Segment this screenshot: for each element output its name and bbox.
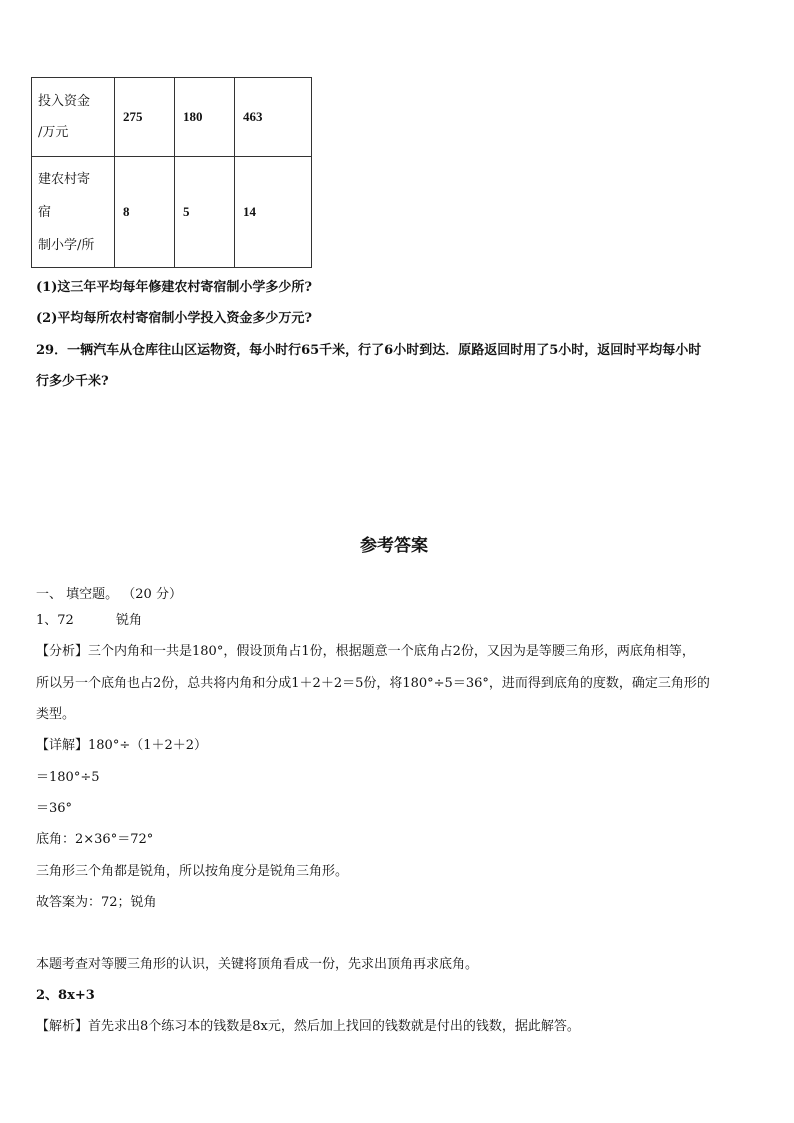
row-header-line: 投入资金 xyxy=(38,94,91,109)
detail-step-1: ＝180°÷5 xyxy=(36,770,100,785)
question-29-line-2: 行多少千米? xyxy=(36,374,109,389)
question-1: (1)这三年平均每年修建农村寄宿制小学多少所? xyxy=(36,280,312,295)
final-answer: 故答案为：72；锐角 xyxy=(36,895,157,910)
row-header-line: /万元 xyxy=(38,125,69,140)
table-row xyxy=(32,78,312,157)
answer-2-analysis: 【解析】首先求出8个练习本的钱数是8x元，然后加上找回的钱数就是付出的钱数，据此解答。 xyxy=(36,1019,580,1034)
table-cell: 5 xyxy=(175,157,235,268)
section-heading: 一、 填空题。 （20 分） xyxy=(36,587,182,602)
analysis-line-3: 类型。 xyxy=(36,707,76,722)
analysis-line-1: 【分析】三个内角和一共是180°，假设顶角占1份，根据题意一个底角占2份，又因为是等腰三角形，两底角相等， xyxy=(36,644,695,659)
table-cell: 180 xyxy=(175,78,235,157)
row-header-line: 制小学/所 xyxy=(38,237,95,253)
table-row xyxy=(32,157,312,268)
answer-1-value: 锐角 xyxy=(116,613,143,628)
detail-line: 【详解】180°÷（1＋2＋2） xyxy=(36,738,208,753)
row-header-line: 建农村寄 xyxy=(38,171,91,187)
row-header xyxy=(32,157,115,268)
comment-line: 本题考查对等腰三角形的认识，关键将顶角看成一份，先求出顶角再求底角。 xyxy=(36,957,479,972)
answer-1-number: 1、72 xyxy=(36,613,74,628)
row-header xyxy=(32,78,115,157)
question-2: (2)平均每所农村寄宿制小学投入资金多少万元? xyxy=(36,311,312,326)
question-29-line-1: 29．一辆汽车从仓库往山区运物资，每小时行65千米，行了6小时到达．原路返回时用了5小时，返回时平均每小时 xyxy=(36,343,702,358)
answers-title: 参考答案 xyxy=(360,536,428,556)
detail-step-3: 底角：2×36°＝72° xyxy=(36,832,154,847)
table-cell: 8 xyxy=(115,157,175,268)
row-header-line: 宿 xyxy=(38,204,52,220)
detail-step-4: 三角形三个角都是锐角，所以按角度分是锐角三角形。 xyxy=(36,864,349,879)
detail-step-2: ＝36° xyxy=(36,801,73,816)
table-cell: 14 xyxy=(235,157,312,268)
analysis-line-2: 所以另一个底角也占2份，总共将内角和分成1＋2＋2＝5份，将180°÷5＝36°，进而得到底角的度数，确定三角形的 xyxy=(36,676,710,691)
data-table xyxy=(31,77,312,268)
table-cell: 275 xyxy=(115,78,175,157)
answer-2-number: 2、8x+3 xyxy=(36,988,95,1003)
table-cell: 463 xyxy=(235,78,312,157)
